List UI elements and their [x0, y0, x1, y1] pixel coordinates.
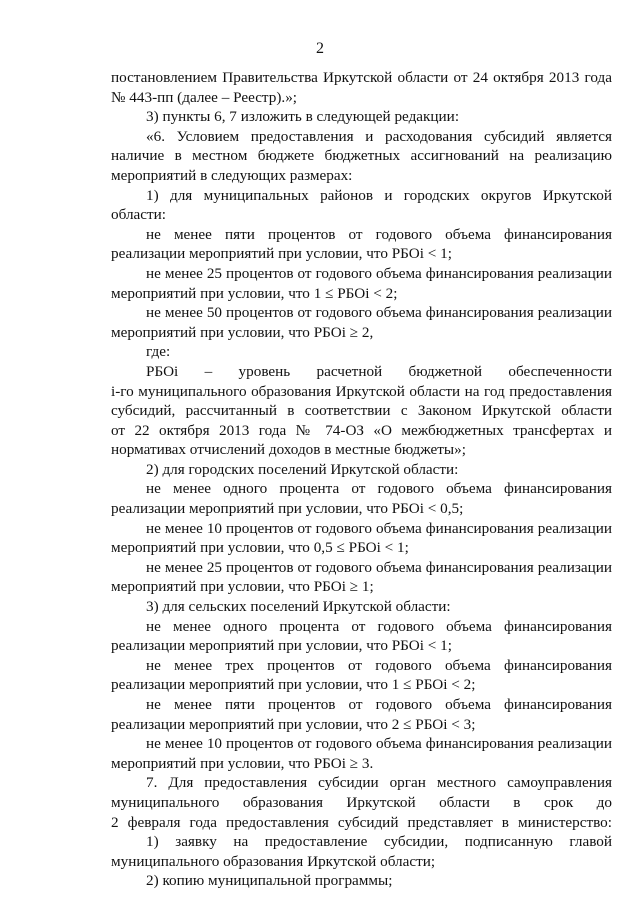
text-line: мероприятий при условии, что 1 ≤ РБОi < 2;: [111, 284, 398, 302]
text-line: № 443-пп (далее – Реестр).»;: [111, 88, 298, 106]
text-line: РБОi – уровень расчетной бюджетной обеспеченности: [146, 362, 612, 380]
text-line: 1) заявку на предоставление субсидии, подписанную главой: [146, 833, 612, 851]
text-line: мероприятий при условии, что РБОi ≥ 1;: [111, 578, 374, 596]
text-line: «6. Условием предоставления и расходования субсидий является: [146, 127, 612, 145]
text-line: не менее 25 процентов от годового объема финансирования реализации: [146, 264, 612, 282]
text-line: постановлением Правительства Иркутской области от 24 октября 2013 года: [111, 69, 612, 86]
text-line: реализации мероприятий при условии, что РБОi < 1;: [111, 637, 452, 655]
text-line: субсидий, рассчитанный в соответствии с Законом Иркутской области: [111, 402, 612, 420]
text-line: не менее 10 процентов от годового объема финансирования реализации: [146, 519, 612, 537]
text-line: 2) для городских поселений Иркутской области:: [146, 460, 459, 478]
text-line: 3) для сельских поселений Иркутской области:: [146, 598, 451, 616]
text-line: области:: [111, 206, 166, 224]
text-line: i-го муниципального образования Иркутской области на год предоставления: [111, 382, 612, 400]
text-line: нормативах отчислений доходов в местные бюджеты»;: [111, 441, 466, 459]
text-line: муниципального образования Иркутской области;: [111, 852, 436, 870]
text-line: наличие в местном бюджете бюджетных ассигнований на реализацию: [111, 147, 612, 165]
text-line: не менее 25 процентов от годового объема финансирования реализации: [146, 558, 612, 576]
text-line: не менее 10 процентов от годового объема финансирования реализации: [146, 735, 612, 753]
text-line: мероприятий в следующих размерах:: [111, 166, 353, 184]
text-line: не менее 50 процентов от годового объема финансирования реализации: [146, 304, 612, 322]
text-line: от 22 октября 2013 года № 74-ОЗ «О межбюджетных трансфертах и: [111, 421, 612, 439]
text-line: не менее трех процентов от годового объема финансирования: [146, 656, 612, 674]
text-line: 2) копию муниципальной программы;: [146, 872, 393, 890]
text-line: реализации мероприятий при условии, что 1 ≤ РБОi < 2;: [111, 676, 476, 694]
page-number: 2: [316, 40, 324, 57]
text-line: не менее одного процента от годового объема финансирования: [146, 617, 612, 635]
text-line: мероприятий при условии, что РБОi ≥ 2,: [111, 323, 374, 341]
text-line: 3) пункты 6, 7 изложить в следующей редакции:: [146, 108, 460, 126]
text-line: где:: [146, 343, 171, 361]
text-line: реализации мероприятий при условии, что 2 ≤ РБОi < 3;: [111, 715, 476, 733]
text-line: не менее пяти процентов от годового объема финансирования: [146, 696, 612, 713]
text-line: 1) для муниципальных районов и городских округов Иркутской: [146, 186, 612, 204]
text-line: реализации мероприятий при условии, что РБОi < 1;: [111, 245, 452, 263]
text-line: реализации мероприятий при условии, что РБОi < 0,5;: [111, 500, 464, 518]
text-line: муниципального образования Иркутской области в срок до: [111, 793, 612, 811]
text-line: 7. Для предоставления субсидии орган местного самоуправления: [146, 774, 612, 792]
text-line: мероприятий при условии, что РБОi ≥ 3.: [111, 754, 374, 772]
text-line: мероприятий при условии, что 0,5 ≤ РБОi < 1;: [111, 539, 409, 557]
text-line: не менее пяти процентов от годового объема финансирования: [146, 225, 612, 243]
text-line: 2 февраля года предоставления субсидий представляет в министерство:: [111, 813, 612, 831]
text-line: не менее одного процента от годового объема финансирования: [146, 480, 612, 498]
document-body: [111, 68, 612, 891]
